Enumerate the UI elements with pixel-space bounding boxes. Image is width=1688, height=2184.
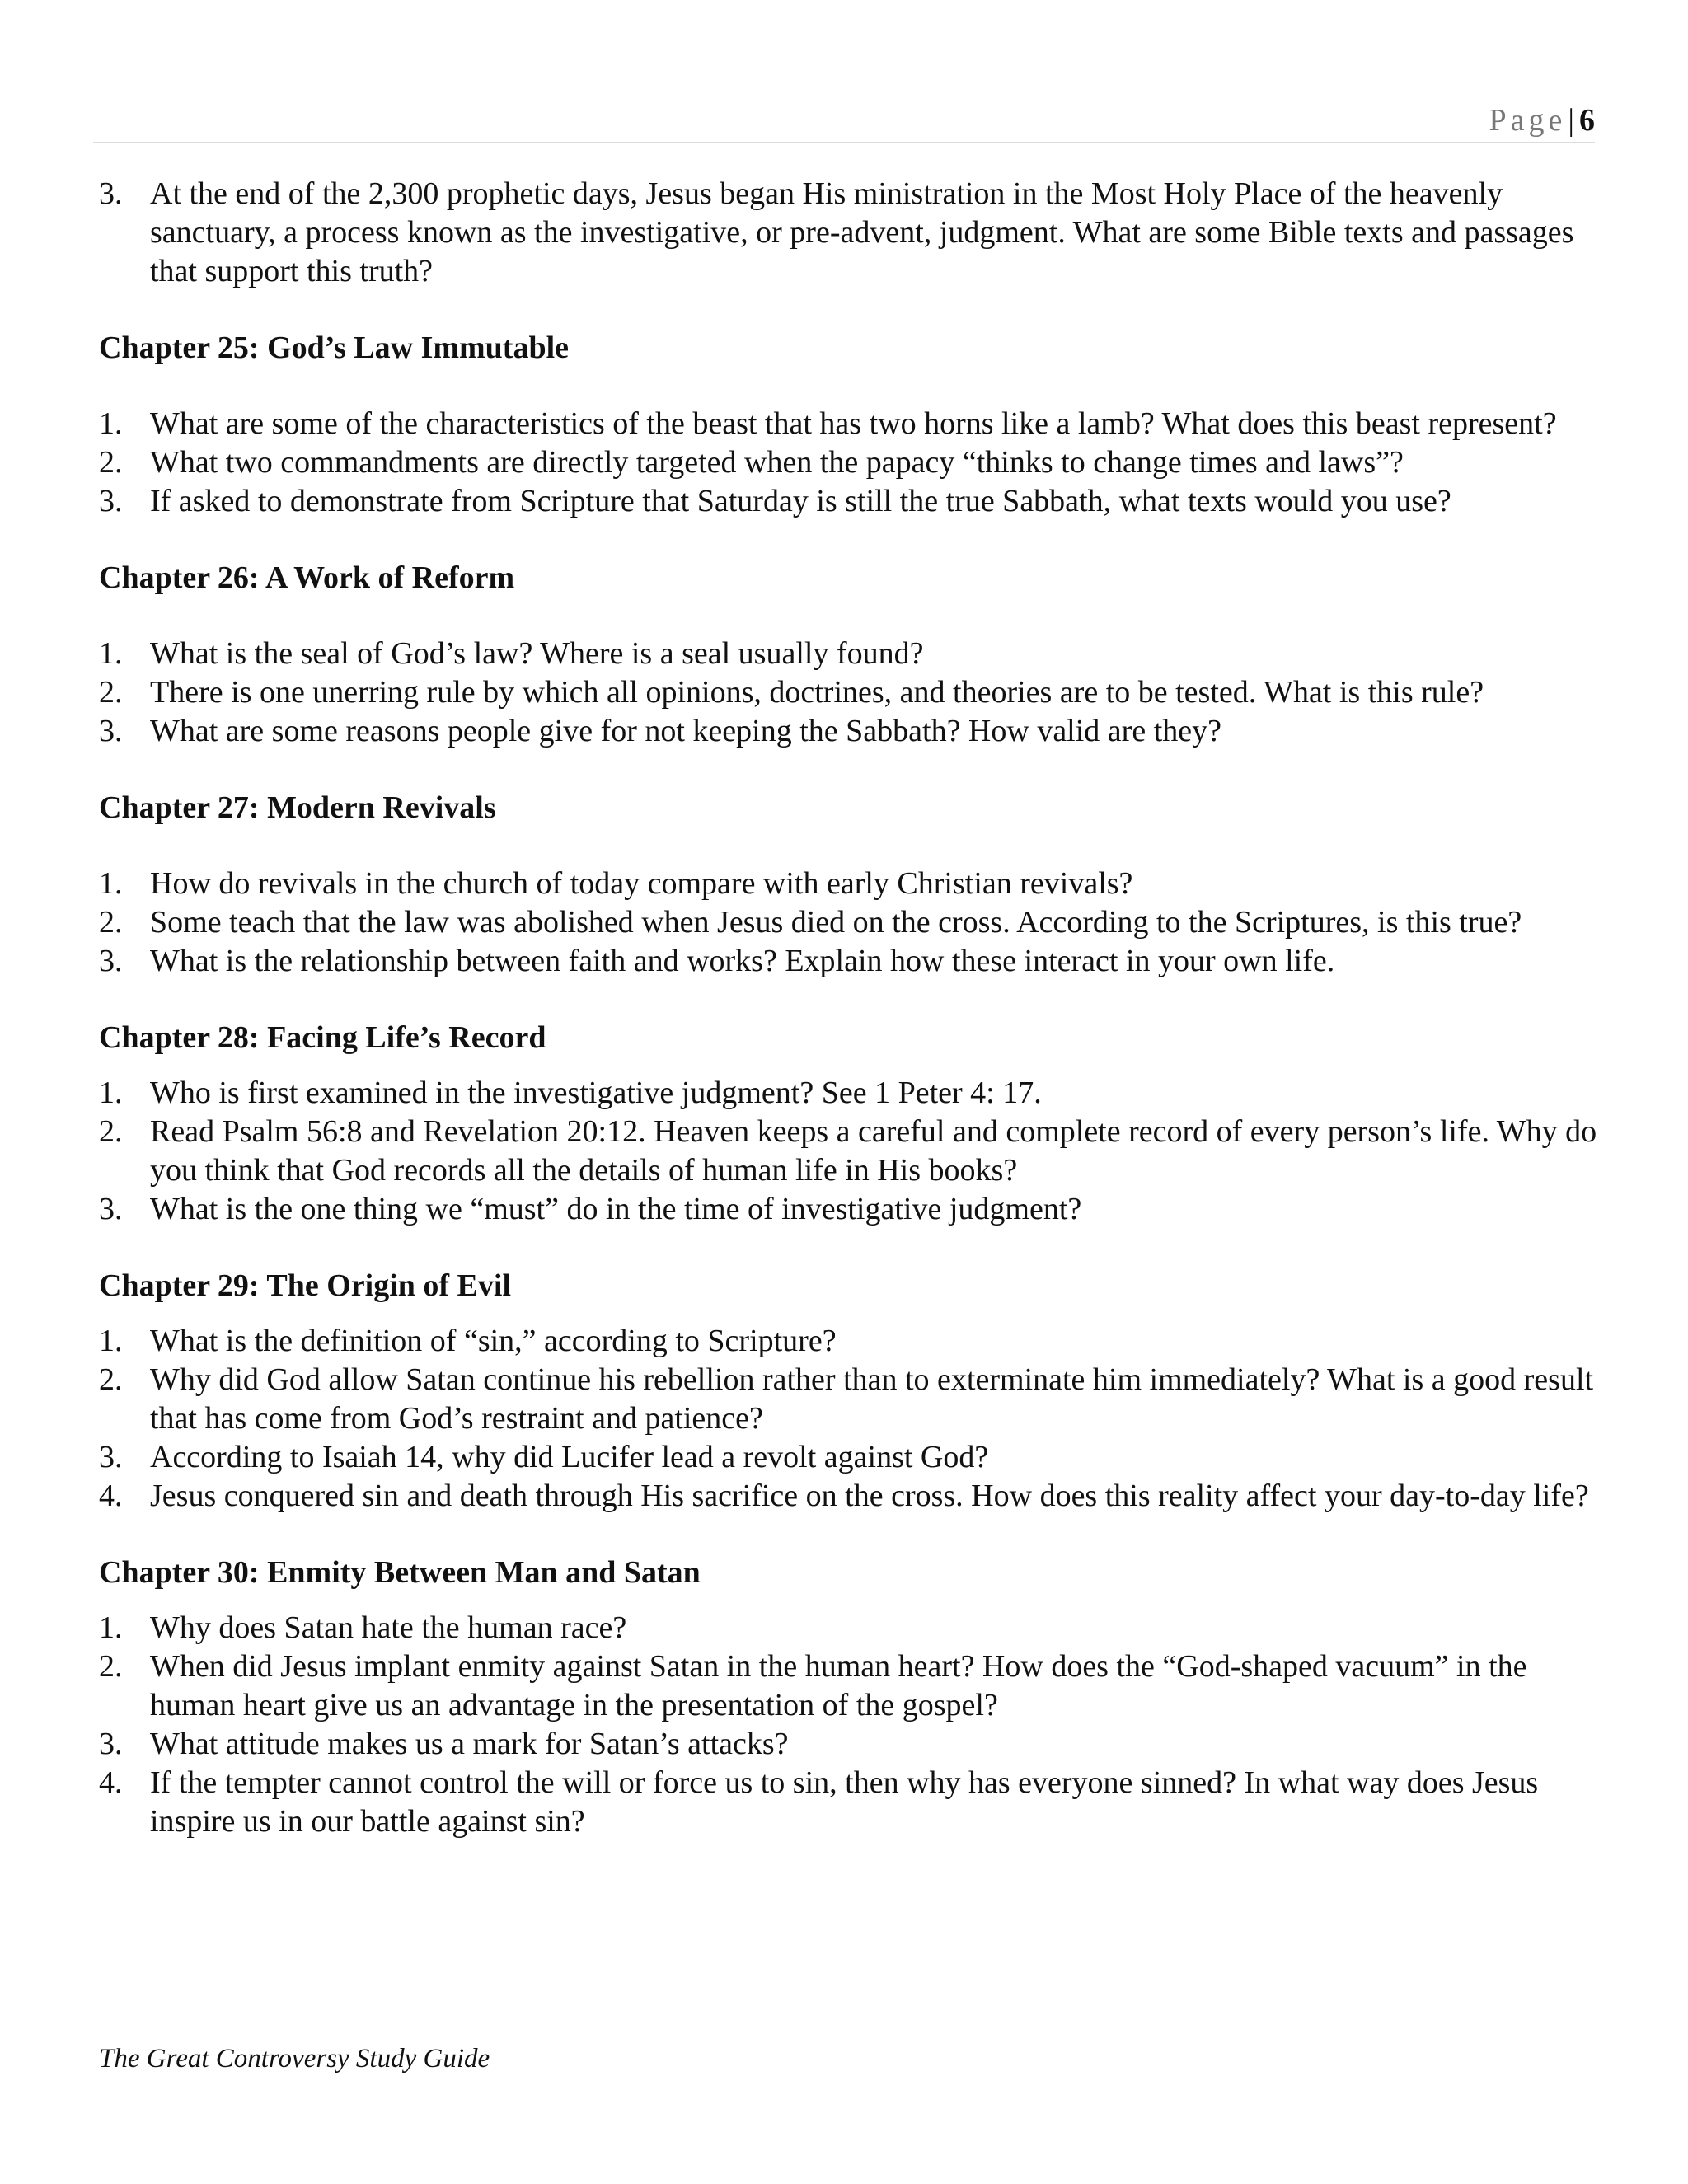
document-body [99, 175, 1599, 1841]
chapter-27-title: Chapter 27: Modern Revivals [99, 790, 496, 825]
question-text: When did Jesus implant enmity against Satan in the human heart? How does the “God-shaped vacuum” in the human heart give us an advantage in the presentation of the gospel? [150, 1649, 1527, 1722]
question-number: 2. [99, 1362, 123, 1397]
question-item [99, 482, 1599, 521]
question-item [99, 865, 1599, 903]
question-number: 2. [99, 675, 123, 710]
chapter-28-questions [99, 1074, 1599, 1229]
question-number: 1. [99, 866, 123, 901]
question-item [99, 1190, 1599, 1229]
question-item [99, 1477, 1599, 1516]
question-item [99, 635, 1599, 673]
question-number: 1. [99, 1610, 123, 1645]
question-item [99, 175, 1599, 291]
question-number: 3. [99, 944, 123, 978]
question-text: What are some of the characteristics of the beast that has two horns like a lamb? What does this beast represent? [150, 406, 1557, 441]
question-text: How do revivals in the church of today compare with early Christian revivals? [150, 866, 1133, 901]
question-text: What is the relationship between faith and works? Explain how these interact in your own life. [150, 944, 1335, 978]
question-text: If the tempter cannot control the will or force us to sin, then why has everyone sinned? In what way does Jesus inspire us in our battle against sin? [150, 1765, 1539, 1839]
question-text: Jesus conquered sin and death through His sacrifice on the cross. How does this reality affect your day-to-day life? [150, 1479, 1589, 1513]
chapter-30-title: Chapter 30: Enmity Between Man and Satan [99, 1555, 701, 1590]
question-number: 3. [99, 1192, 123, 1226]
question-text: At the end of the 2,300 prophetic days, Jesus began His ministration in the Most Holy Place of the heavenly sanctuary, a process known as the investigative, or pre-advent, judgment. What are some Bible texts and passages that support this truth? [150, 176, 1574, 288]
chapter-26-questions [99, 635, 1599, 751]
question-number: 2. [99, 1114, 123, 1149]
question-item [99, 1764, 1599, 1841]
question-item [99, 712, 1599, 751]
intro-question-list [99, 175, 1599, 291]
question-text: If asked to demonstrate from Scripture that Saturday is still the true Sabbath, what texts would you use? [150, 484, 1451, 518]
question-number: 3. [99, 714, 123, 748]
question-text: What is the definition of “sin,” according to Scripture? [150, 1324, 837, 1358]
question-number: 1. [99, 1076, 123, 1110]
question-text: What are some reasons people give for not keeping the Sabbath? How valid are they? [150, 714, 1221, 748]
question-text: According to Isaiah 14, why did Lucifer lead a revolt against God? [150, 1440, 989, 1474]
question-text: Who is first examined in the investigative judgment? See 1 Peter 4: 17. [150, 1076, 1042, 1110]
question-text: What two commandments are directly targeted when the papacy “thinks to change times and laws”? [150, 445, 1404, 480]
question-item [99, 443, 1599, 482]
question-item [99, 1647, 1599, 1725]
chapter-25-title: Chapter 25: God’s Law Immutable [99, 330, 570, 365]
question-item [99, 903, 1599, 942]
page-number: 6 [1579, 103, 1595, 138]
question-number: 3. [99, 1440, 123, 1474]
page-footer: The Great Controversy Study Guide [99, 2044, 490, 2074]
chapter-28-title: Chapter 28: Facing Life’s Record [99, 1020, 546, 1055]
question-item [99, 673, 1599, 712]
question-text: What is the one thing we “must” do in the time of investigative judgment? [150, 1192, 1082, 1226]
question-number: 1. [99, 1324, 123, 1358]
question-item [99, 405, 1599, 443]
chapter-25-questions [99, 405, 1599, 521]
question-item [99, 1725, 1599, 1764]
page-separator: | [1568, 103, 1574, 138]
question-text: What attitude makes us a mark for Satan’s attacks? [150, 1727, 789, 1761]
chapter-29-questions [99, 1322, 1599, 1516]
page-number-label [1489, 102, 1595, 138]
page-header [93, 92, 1595, 143]
question-text: Read Psalm 56:8 and Revelation 20:12. Heaven keeps a careful and complete record of every person’s life. Why do you think that God records all the details of human life in His books? [150, 1114, 1597, 1188]
question-text: Why did God allow Satan continue his rebellion rather than to exterminate him immediately? What is a good result that has come from God’s restraint and patience? [150, 1362, 1594, 1436]
chapter-30-questions [99, 1609, 1599, 1841]
question-number: 2. [99, 445, 123, 480]
question-item [99, 1113, 1599, 1190]
question-item [99, 1322, 1599, 1361]
question-number: 3. [99, 1727, 123, 1761]
question-number: 1. [99, 636, 123, 671]
question-number: 4. [99, 1479, 123, 1513]
question-item [99, 1361, 1599, 1438]
question-item [99, 1438, 1599, 1477]
question-number: 2. [99, 1649, 123, 1684]
question-number: 3. [99, 176, 123, 211]
question-number: 4. [99, 1765, 123, 1800]
question-number: 2. [99, 905, 123, 940]
question-number: 3. [99, 484, 123, 518]
question-item [99, 1074, 1599, 1113]
question-item [99, 942, 1599, 981]
question-number: 1. [99, 406, 123, 441]
chapter-26-title: Chapter 26: A Work of Reform [99, 560, 515, 595]
question-text: Some teach that the law was abolished when Jesus died on the cross. According to the Scriptures, is this true? [150, 905, 1522, 940]
page-word: Page [1489, 103, 1567, 138]
question-text: Why does Satan hate the human race? [150, 1610, 627, 1645]
question-text: There is one unerring rule by which all opinions, doctrines, and theories are to be tested. What is this rule? [150, 675, 1484, 710]
question-item [99, 1609, 1599, 1647]
chapter-27-questions [99, 865, 1599, 981]
question-text: What is the seal of God’s law? Where is a seal usually found? [150, 636, 924, 671]
chapter-29-title: Chapter 29: The Origin of Evil [99, 1268, 512, 1303]
